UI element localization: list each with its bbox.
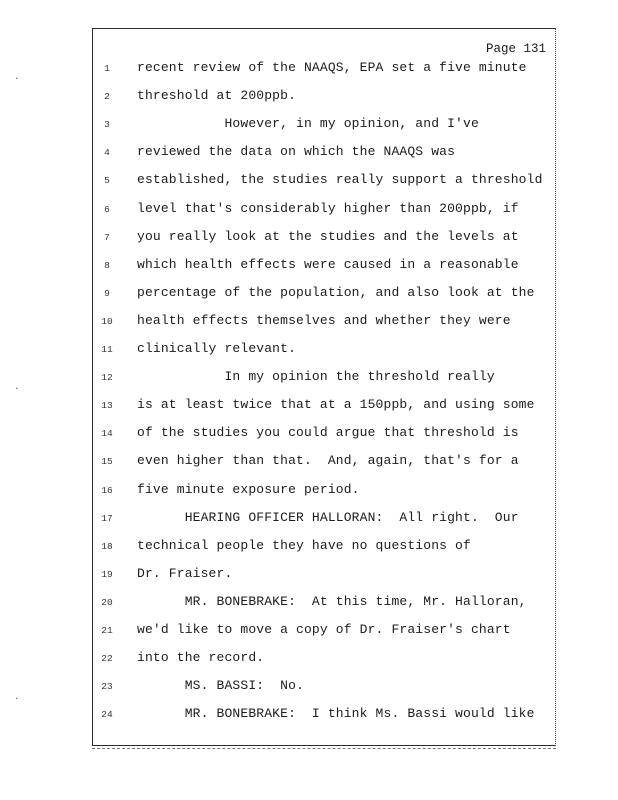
transcript-line: [0, 425, 618, 453]
line-text: clinically relevant.: [137, 341, 297, 356]
line-number: 4: [104, 147, 110, 159]
transcript-line: [0, 201, 618, 229]
line-text: MS. BASSI: No.: [137, 678, 304, 694]
line-number: 23: [101, 681, 113, 693]
line-number: 12: [101, 372, 113, 384]
transcript-line: [0, 538, 618, 566]
transcript-line: [0, 116, 618, 144]
line-text: However, in my opinion, and I've: [137, 116, 479, 132]
line-number: 11: [101, 344, 113, 355]
line-number: 2: [104, 91, 110, 103]
line-text: MR. BONEBRAKE: I think Ms. Bassi would like: [137, 706, 535, 722]
margin-tick: ·: [14, 384, 20, 394]
line-text: which health effects were caused in a reasonable: [137, 256, 519, 272]
line-number: 14: [101, 428, 113, 440]
transcript-line: [0, 313, 618, 341]
margin-tick: ·: [14, 74, 20, 84]
transcript-line: [0, 88, 618, 116]
line-text: percentage of the population, and also look at the: [137, 284, 535, 300]
line-number: 5: [104, 175, 110, 187]
line-number: 17: [101, 512, 113, 524]
line-number: 19: [101, 568, 113, 580]
line-text: five minute exposure period.: [137, 481, 360, 497]
line-number: 10: [101, 315, 113, 327]
transcript-line: [0, 566, 618, 594]
line-number: 18: [101, 540, 113, 552]
line-text: recent review of the NAAQS, EPA set a five minute: [137, 60, 527, 75]
line-number: 20: [101, 596, 113, 608]
transcript-line: [0, 60, 618, 88]
line-number: 15: [101, 456, 113, 468]
line-text: Dr. Fraiser.: [137, 565, 233, 581]
line-text: even higher than that. And, again, that's for a: [137, 453, 519, 469]
line-text: In my opinion the threshold really: [137, 369, 495, 385]
transcript-line: [0, 144, 618, 172]
transcript-line: [0, 482, 618, 510]
line-number: 6: [104, 203, 110, 215]
line-number: 13: [101, 400, 113, 412]
transcript-line: [0, 678, 618, 706]
transcript-line: [0, 397, 618, 425]
line-number: 1: [104, 63, 110, 74]
line-text: HEARING OFFICER HALLORAN: All right. Our: [137, 509, 519, 525]
line-number: 8: [104, 259, 110, 271]
line-text: MR. BONEBRAKE: At this time, Mr. Halloran,: [137, 593, 527, 609]
line-text: of the studies you could argue that threshold is: [137, 425, 519, 441]
line-text: level that's considerably higher than 200ppb, if: [137, 200, 519, 216]
line-text: established, the studies really support a threshold: [137, 172, 543, 188]
transcript-line: [0, 622, 618, 650]
line-text: health effects themselves and whether they were: [137, 312, 511, 328]
transcript-line: [0, 172, 618, 200]
transcript-line: [0, 453, 618, 481]
transcript-line: [0, 510, 618, 538]
transcript-line: [0, 650, 618, 678]
bottom-rule: [92, 748, 556, 749]
line-number: 3: [104, 119, 110, 131]
line-number: 7: [104, 231, 110, 243]
line-text: into the record.: [137, 650, 265, 666]
margin-tick: ·: [14, 694, 20, 704]
line-text: is at least twice that at a 150ppb, and using some: [137, 397, 535, 413]
transcript-line: [0, 706, 618, 734]
transcript-line: [0, 341, 618, 369]
transcript-line: [0, 594, 618, 622]
line-text: technical people they have no questions of: [137, 537, 471, 553]
line-text: you really look at the studies and the levels at: [137, 228, 519, 244]
line-number: 24: [101, 709, 113, 721]
transcript-line: [0, 285, 618, 313]
line-number: 21: [101, 625, 113, 636]
line-number: 16: [101, 484, 113, 496]
line-text: reviewed the data on which the NAAQS was: [137, 144, 456, 160]
transcript-line: [0, 369, 618, 397]
line-number: 9: [104, 287, 110, 299]
transcript-line: [0, 257, 618, 285]
line-text: threshold at 200ppb.: [137, 88, 297, 104]
page-number: Page 131: [485, 42, 546, 56]
transcript-line: [0, 229, 618, 257]
line-text: we'd like to move a copy of Dr. Fraiser's chart: [137, 622, 511, 637]
line-number: 22: [101, 653, 113, 665]
